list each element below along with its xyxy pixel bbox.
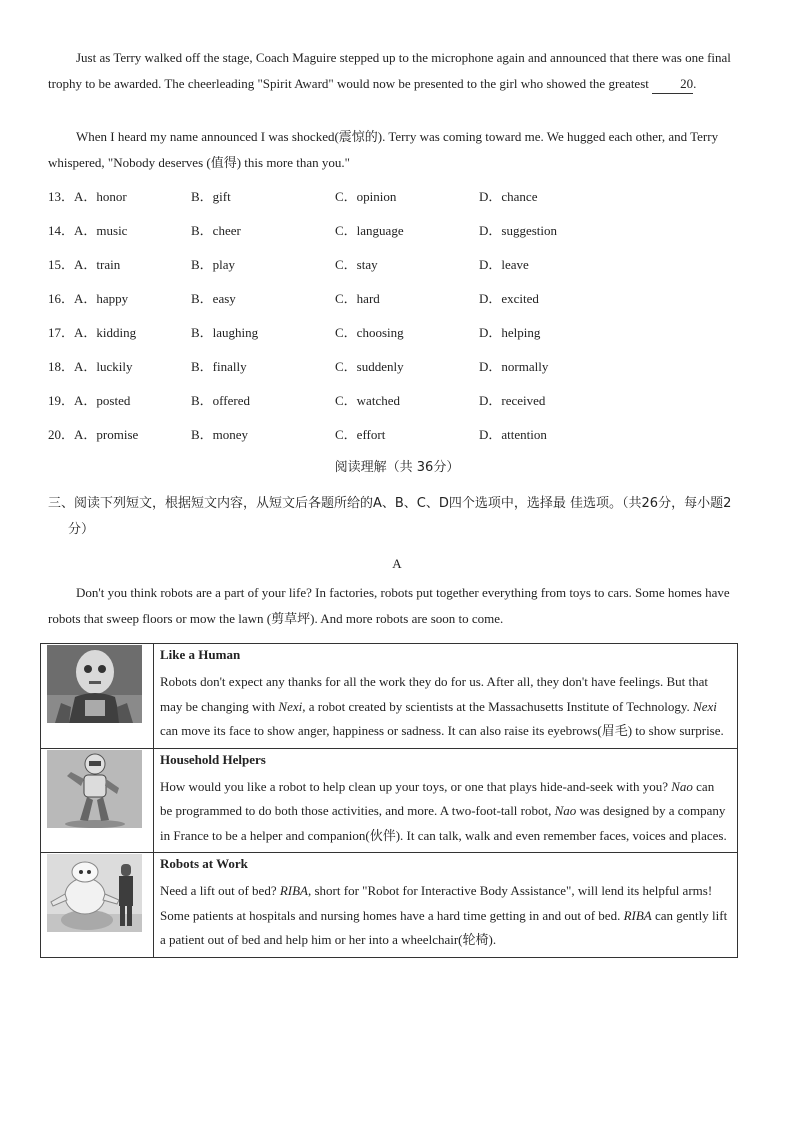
question-row: [48, 425, 738, 445]
option-d: D．received: [479, 393, 546, 408]
option-d: D．attention: [479, 427, 547, 442]
option-b: B．offered: [191, 393, 250, 408]
option-a: [48, 187, 127, 207]
question-number: 19．: [48, 393, 75, 408]
option-b: B．easy: [191, 291, 236, 306]
para1-text: Just as Terry walked off the stage, Coach Maguire stepped up to the microphone again and announced that there was one final trophy to be awarded. The cheerleading "Spirit Award" would now be presented to the girl who showed the greatest: [48, 50, 731, 91]
option-a-text: A．honor: [74, 189, 127, 204]
question-row: [48, 221, 738, 241]
option-b: B．gift: [191, 189, 231, 204]
question-number: 18．: [48, 359, 75, 374]
option-a-text: A．music: [74, 223, 128, 238]
option-a: [48, 323, 136, 343]
robot-text-cell: [154, 748, 738, 853]
option-c: C．hard: [335, 291, 380, 306]
option-c: C．suddenly: [335, 359, 404, 374]
option-c: C．choosing: [335, 325, 404, 340]
robot-title: Like a Human: [160, 647, 241, 662]
option-b: B．money: [191, 427, 249, 442]
question-number: 13．: [48, 189, 75, 204]
option-d: D．suggestion: [479, 223, 558, 238]
option-a-text: A．happy: [74, 291, 129, 306]
robot-image-cell: [41, 853, 154, 958]
nao-robot-photo: [47, 750, 142, 828]
question-number: 17．: [48, 325, 75, 340]
option-a: [48, 255, 120, 275]
nexi-robot-photo: [47, 645, 142, 723]
option-b: B．laughing: [191, 325, 259, 340]
option-b: B．finally: [191, 359, 247, 374]
question-row: [48, 357, 738, 377]
option-a: [48, 357, 133, 377]
section-instruction: 三、阅读下列短文，根据短文内容，从短文后各题所给的A、B、C、D四个选项中，选择最 佳选项。（共26分，每小题2分）: [48, 496, 732, 537]
option-c: C．opinion: [335, 189, 397, 204]
passage-letter: A: [392, 556, 402, 571]
question-number: 15．: [48, 257, 75, 272]
option-c: C．language: [335, 223, 404, 238]
blank-20: 20: [652, 75, 693, 94]
question-row: [48, 323, 738, 343]
riba-robot-photo: [47, 854, 142, 932]
robot-text-cell: [154, 853, 738, 958]
option-b: B．play: [191, 257, 236, 272]
question-row: [48, 255, 738, 275]
robot-image-cell: [41, 644, 154, 749]
robot-text-cell: [154, 644, 738, 749]
question-row: [48, 289, 738, 309]
option-a: [48, 425, 138, 445]
question-number: 16．: [48, 291, 75, 306]
passage-paragraph-1: Just as Terry walked off the stage, Coach Maguire stepped up to the microphone again and announced that there was one final trophy to be awarded. The cheerleading "Spirit Award" would now be presented to the girl who showed the greatest 20.: [48, 45, 738, 97]
option-a-text: A．kidding: [74, 325, 137, 340]
passage-intro: Don't you think robots are a part of your life? In factories, robots put together everything from toys to cars. Some homes have robots that sweep floors or mow the lawn (剪草坪). And more robots are soon to come.: [48, 585, 730, 626]
passage-paragraph-2: [48, 124, 738, 176]
robot-title: Household Helpers: [160, 751, 266, 767]
option-d: D．leave: [479, 257, 529, 272]
option-a-text: A．train: [74, 257, 121, 272]
robot-description: How would you like a robot to help clean up your toys, or one that plays hide-and-seek with you? Nao can be programmed to do both those activities, and more. A two-foot-tall robot, Nao was designed by a company in France to be a helper and companion(伙伴). It can talk, walk and even remember faces, voices and places.: [160, 778, 727, 843]
option-c: C．stay: [335, 257, 378, 272]
robot-row-nexi: [41, 644, 738, 749]
robot-description: Robots don't expect any thanks for all the work they do for us. After all, they don't have feelings. But that may be changing with Nexi, a robot created by scientists at the Massachusetts Institute of Technology. Nexi can move its face to show anger, happiness or sadness. It can also raise its eyebrows(眉毛) to show surprise.: [160, 674, 724, 738]
option-b: B．cheer: [191, 223, 241, 238]
option-a: [48, 391, 130, 411]
robot-row-nao: [41, 748, 738, 853]
question-number: 20．: [48, 427, 75, 442]
section-heading: 阅读理解（共 36分）: [334, 460, 460, 475]
robot-description: Need a lift out of bed? RIBA, short for "Robot for Interactive Body Assistance", will lend its helpful arms! Some patients at hospitals and nursing homes have a hard time getting in and out of bed. RIBA can gently lift a patient out of bed and help him or her into a wheelchair(轮椅).: [160, 883, 728, 947]
option-d: D．normally: [479, 359, 549, 374]
option-a: [48, 289, 128, 309]
option-d: D．helping: [479, 325, 541, 340]
option-d: D．chance: [479, 189, 538, 204]
option-a-text: A．luckily: [74, 359, 133, 374]
question-row: [48, 391, 738, 411]
option-a-text: A．posted: [74, 393, 131, 408]
option-d: D．excited: [479, 291, 539, 306]
robot-image-cell: [41, 748, 154, 853]
robot-row-riba: [41, 853, 738, 958]
question-number: 14．: [48, 223, 75, 238]
option-c: C．watched: [335, 393, 400, 408]
option-a: [48, 221, 127, 241]
option-a-text: A．promise: [74, 427, 139, 442]
option-c: C．effort: [335, 427, 386, 442]
robots-table: [40, 643, 738, 958]
para2-text: When I heard my name announced I was shocked(震惊的). Terry was coming toward me. We hugged each other, and Terry whispered, "Nobody deserves (值得) this more than you.": [48, 129, 719, 170]
robot-title: Robots at Work: [160, 856, 248, 871]
question-row: [48, 187, 738, 207]
